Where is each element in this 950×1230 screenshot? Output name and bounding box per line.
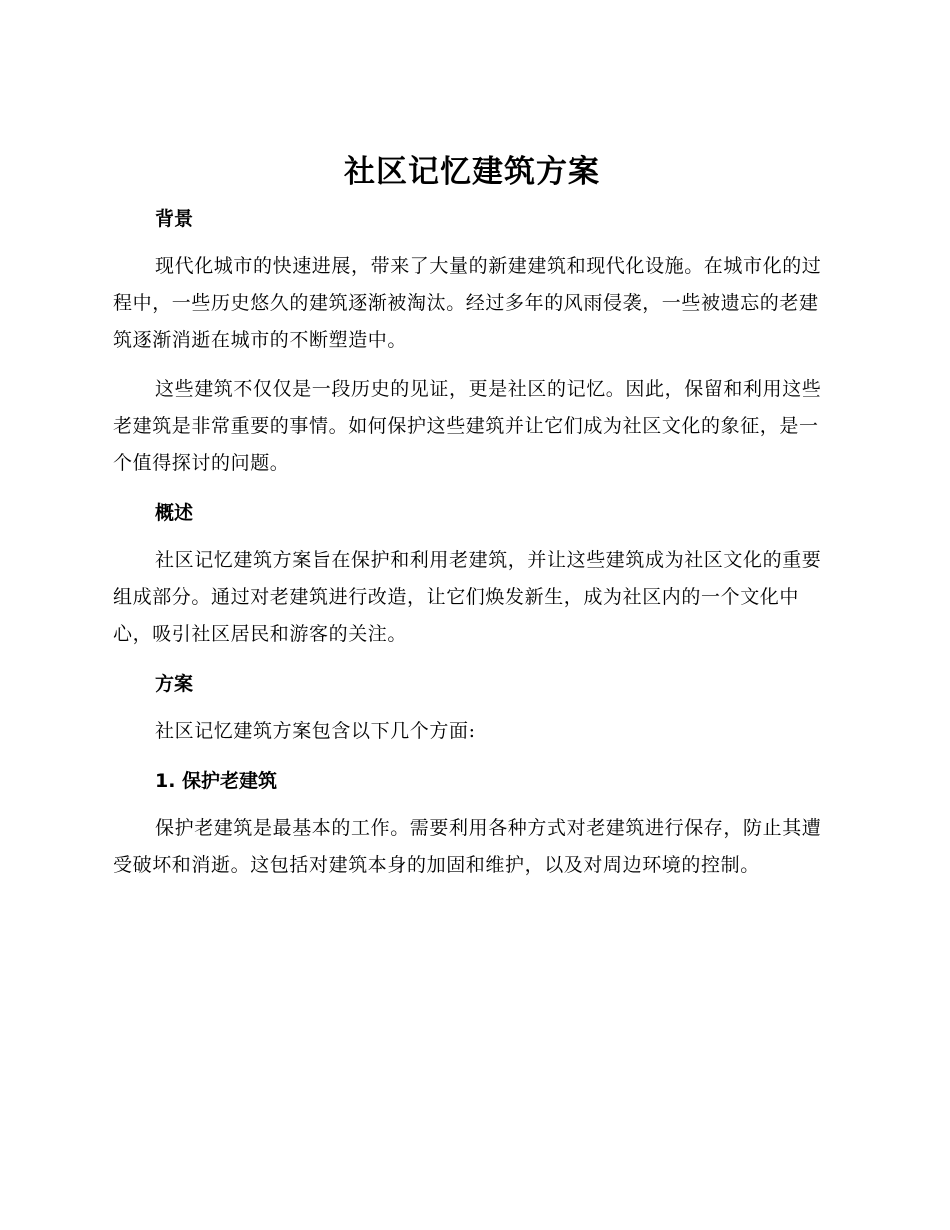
section-heading-plan: 方案: [155, 673, 194, 695]
background-paragraph-2: 这些建筑不仅仅是一段历史的见证，更是社区的记忆。因此，保留和利用这些老建筑是非常重要的事情。如何保护这些建筑并让它们成为社区文化的象征，是一个值得探讨的问题。: [113, 378, 822, 474]
section-heading-overview: 概述: [155, 502, 194, 524]
plan-item-heading-protect: 1. 保护老建筑: [155, 770, 278, 792]
document-body: [113, 148, 831, 884]
plan-item-paragraph-protect: 保护老建筑是最基本的工作。需要利用各种方式对老建筑进行保存，防止其遭受破坏和消逝。这包括对建筑本身的加固和维护，以及对周边环境的控制。: [113, 817, 822, 876]
plan-intro-paragraph: 社区记忆建筑方案包含以下几个方面:: [155, 720, 476, 742]
document-title: 社区记忆建筑方案: [344, 154, 600, 190]
background-paragraph-1: 现代化城市的快速进展，带来了大量的新建建筑和现代化设施。在城市化的过程中，一些历史悠久的建筑逐渐被淘汰。经过多年的风雨侵袭，一些被遗忘的老建筑逐渐消逝在城市的不断塑造中。: [113, 255, 822, 351]
overview-paragraph: 社区记忆建筑方案旨在保护和利用老建筑，并让这些建筑成为社区文化的重要组成部分。通过对老建筑进行改造，让它们焕发新生，成为社区内的一个文化中心，吸引社区居民和游客的关注。: [113, 549, 822, 645]
section-heading-background: 背景: [155, 208, 194, 230]
